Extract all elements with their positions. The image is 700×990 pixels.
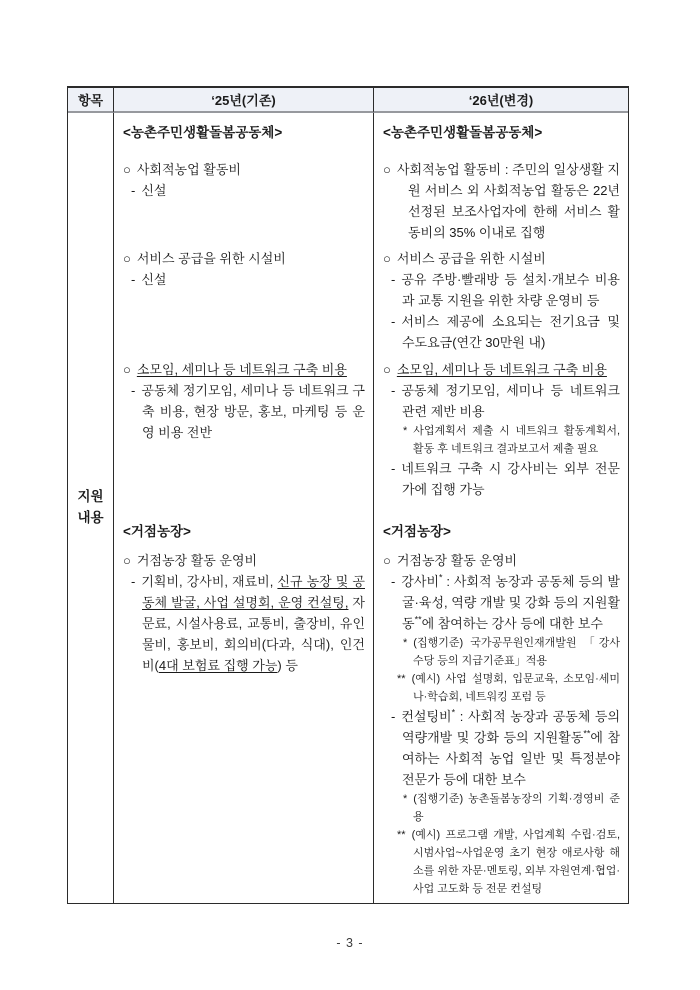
dash-network-detail	[383, 380, 620, 422]
star-marker: *	[403, 793, 408, 805]
note-lecturer-examples	[383, 670, 620, 706]
item-text: 사회적농업 활동비 : 주민의 일상생활 지원 서비스 외 사회적농업 활동은 22년 선정된 보조사업자에 한해 서비스 활동비의 35% 이내로 집행	[396, 162, 620, 240]
dash-consulting-fee	[383, 706, 620, 790]
star-marker: *	[403, 637, 408, 649]
double-star-marker: **	[397, 673, 406, 685]
circle-marker: ○	[123, 553, 131, 568]
circle-marker: ○	[123, 162, 131, 177]
bullet-facility-cost	[123, 248, 365, 269]
header-cell-2026: ‘26년(변경)	[374, 88, 628, 113]
dash-new-item	[123, 269, 365, 290]
dash-marker: -	[391, 383, 396, 398]
dash-network-lecturer	[383, 458, 620, 500]
circle-marker: ○	[383, 251, 391, 266]
item-text: 거점농장 활동 운영비	[136, 553, 258, 568]
circle-marker: ○	[383, 162, 391, 177]
double-asterisk-ref: **	[414, 614, 422, 625]
item-text: 신설	[141, 272, 167, 287]
farm-heading: <거점농장>	[123, 524, 191, 539]
double-asterisk-ref: **	[583, 728, 591, 739]
item-text: 공동체 정기모임, 세미나 등 네트워크 관련 제반 비용	[401, 383, 620, 419]
dash-new-item	[123, 180, 365, 201]
community-heading: <농촌주민생활돌봄공동체>	[123, 125, 283, 140]
note-network-plan	[383, 422, 620, 458]
item-text-underlined: 소모임, 세미나 등 네트워크 구축 비용	[396, 362, 607, 377]
dash-marker: -	[131, 574, 136, 589]
double-star-marker: **	[397, 829, 406, 841]
item-text: 강사비	[401, 574, 440, 589]
dash-marker: -	[391, 272, 396, 287]
item-text: 서비스 공급을 위한 시설비	[136, 251, 286, 266]
note-text: (집행기준) 국가공무원인재개발원 「강사 수당 등의 지급기준표」적용	[413, 637, 620, 667]
circle-marker: ○	[123, 362, 131, 377]
item-text: 기획비, 강사비, 재료비,	[141, 574, 278, 589]
item-text: 서비스 제공에 소요되는 전기요금 및 수도요금(연간 30만원 내)	[401, 314, 620, 350]
page-number: - 3 -	[336, 936, 364, 950]
note-text: (예시) 사업 설명회, 입문교육, 소모임·세미나·학습회, 네트워킹 포럼 등	[411, 673, 620, 703]
comparison-table	[67, 86, 629, 904]
bullet-social-farming-cost	[123, 159, 365, 180]
bullet-network-cost	[123, 359, 365, 380]
item-text: 에 참여하는 사회적 농업 일반 및 특정분야 전문가 등에 대한 보수	[402, 730, 620, 787]
item-text: 서비스 공급을 위한 시설비	[396, 251, 546, 266]
dash-lecturer-fee	[383, 571, 620, 634]
dash-marker: -	[391, 461, 396, 476]
note-lecturer-standard	[383, 634, 620, 670]
dash-farm-cost-detail	[123, 571, 365, 676]
header-cell-2025: ‘25년(기존)	[114, 88, 374, 113]
dash-facility-detail-2	[383, 311, 620, 353]
asterisk-ref: *	[439, 572, 443, 583]
dash-marker: -	[391, 709, 396, 724]
dash-facility-detail-1	[383, 269, 620, 311]
item-text: 거점농장 활동 운영비	[396, 553, 518, 568]
bullet-farm-operating-cost	[383, 550, 620, 571]
item-text: 공유 주방·빨래방 등 설치·개보수 비용과 교통 지원을 위한 차량 운영비 등	[401, 272, 620, 308]
bullet-network-cost	[383, 359, 620, 380]
header-cell-item: 항목	[68, 88, 114, 113]
community-heading: <농촌주민생활돌봄공동체>	[383, 125, 543, 140]
item-text-underlined: 소모임, 세미나 등 네트워크 구축 비용	[136, 362, 347, 377]
item-text: : 사회적 농장과 공동체 등의 발굴·육성, 역량 개발 및 강화 등의 지원활동	[402, 574, 620, 631]
item-text-underlined: 신규 농장 및 공동체 발굴, 사업 설명회, 운영 컨설팅,	[142, 574, 365, 610]
row-label-support-content	[68, 113, 114, 903]
note-text: (예시) 프로그램 개발, 사업계획 수립·검토, 시범사업~사업운영 초기 현장 애로사항 해소를 위한 자문·멘토링, 외부 자원연계·협업·사업 고도화 등 전문 컨설팅	[411, 829, 620, 895]
bullet-farm-operating-cost	[123, 550, 365, 571]
item-text-underlined: 4대 보험료 집행 가능	[158, 658, 278, 673]
circle-marker: ○	[383, 362, 391, 377]
item-text: ) 등	[277, 658, 298, 673]
item-text: 컨설팅비	[401, 709, 452, 724]
item-text: 사회적농업 활동비	[136, 162, 241, 177]
circle-marker: ○	[383, 553, 391, 568]
farm-heading: <거점농장>	[383, 524, 451, 539]
row-label-line2: 내용	[77, 510, 104, 525]
bullet-social-farming-cost	[383, 159, 620, 243]
note-consulting-examples	[383, 826, 620, 898]
column-2026	[374, 113, 628, 903]
item-text: 자문료, 시설사용료, 교통비, 출장비, 유인물비, 홍보비, 회의비(다과, 식대), 인건비(	[142, 595, 365, 673]
item-text: 에 참여하는 강사 등에 대한 보수	[421, 616, 603, 631]
dash-marker: -	[391, 574, 396, 589]
dash-marker: -	[131, 272, 136, 287]
note-text: (집행기준) 농촌돌봄농장의 기획·경영비 준용	[413, 793, 620, 823]
asterisk-ref: *	[451, 707, 456, 718]
item-text: 공동체 정기모임, 세미나 등 네트워크 구축 비용, 현장 방문, 홍보, 마케팅 등 운영 비용 전반	[141, 383, 365, 440]
item-text: 네트워크 구축 시 강사비는 외부 전문가에 집행 가능	[401, 461, 620, 497]
dash-marker: -	[391, 314, 396, 329]
bullet-facility-cost	[383, 248, 620, 269]
item-text: 신설	[141, 183, 167, 198]
dash-marker: -	[131, 183, 136, 198]
dash-network-detail	[123, 380, 365, 443]
item-text: : 사회적 농장과 공동체 등의 역량개발 및 강화 등의 지원활동	[402, 709, 620, 745]
circle-marker: ○	[123, 251, 131, 266]
dash-marker: -	[131, 383, 136, 398]
star-marker: *	[403, 425, 408, 437]
note-text: 사업계획서 제출 시 네트워크 활동계획서, 활동 후 네트워크 결과보고서 제출 필요	[413, 425, 620, 455]
row-label-line1: 지원	[77, 489, 104, 505]
note-consulting-standard	[383, 790, 620, 826]
column-2025	[114, 113, 374, 903]
